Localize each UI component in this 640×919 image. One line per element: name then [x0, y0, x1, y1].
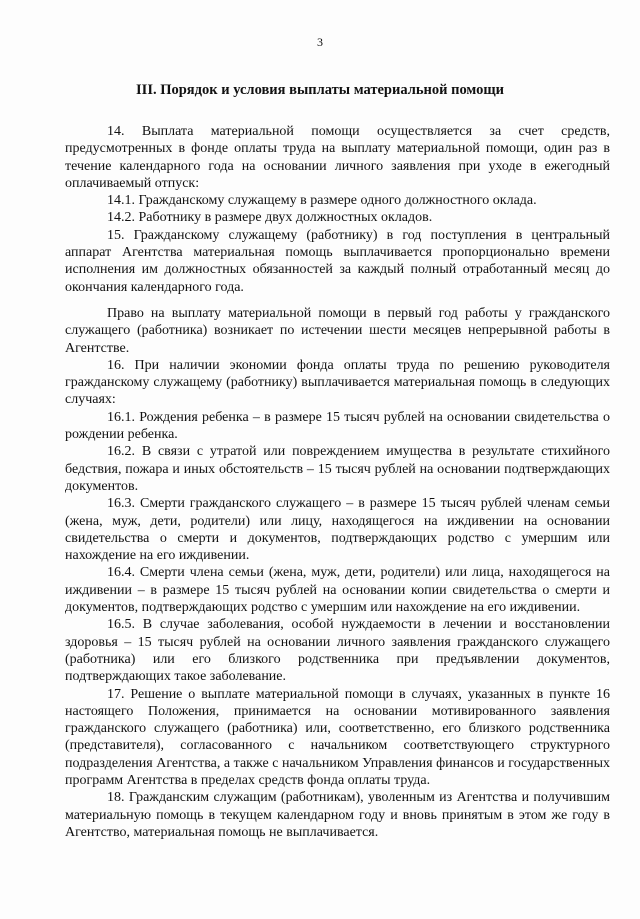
paragraph-14: 14. Выплата материальной помощи осуществляется за счет средств, предусмотренных в фонде оплаты труда на выплату материальной помощи, один раз в течение календарного года на основании личного заявления при уходе в ежегодный оплачиваемый отпуск: [65, 124, 610, 191]
paragraph-spacer [65, 296, 610, 305]
paragraph-16-4: 16.4. Смерти члена семьи (жена, муж, дети, родители) или лица, находящегося на иждивении – в размере 15 тысяч рублей на основании копии свидетельства о смерти и документов, подтверждающих родство с умершим или нахождение на его иждивении. [65, 565, 610, 616]
paragraph-16-2: 16.2. В связи с утратой или повреждением имущества в результате стихийного бедствия, пожара и иных обстоятельств – 15 тысяч рублей на основании подтверждающих документов. [65, 444, 610, 494]
page-number: 3 [317, 35, 323, 49]
paragraph-16-1: 16.1. Рождения ребенка – в размере 15 тысяч рублей на основании свидетельства о рождении ребенка. [65, 409, 610, 443]
document-body [65, 123, 610, 841]
paragraph-17: 17. Решение о выплате материальной помощи в случаях, указанных в пункте 16 настоящего Положения, принимается на основании мотивированного заявления гражданского служащего (работника) или, соответственно, его близкого родственника (представителя), согласованного с начальником соответствующего структурного подразделения Агентства, а также с начальником Управления финансов и государственных программ Агентства в пределах средств фонда оплаты труда. [65, 686, 610, 788]
paragraph-18: 18. Гражданским служащим (работникам), уволенным из Агентства и получившим материальную помощь в текущем календарном году и вновь принятым в этом же году в Агентство, материальная помощь не выплачивается. [65, 790, 610, 840]
paragraph-16-5: 16.5. В случае заболевания, особой нуждаемости в лечении и восстановлении здоровья – 15 тысяч рублей на основании личного заявления гражданского служащего (работника) или его близкого родственника при предъявлении документов, подтверждающих такое заболевание. [65, 617, 610, 685]
paragraph-14-2: 14.2. Работнику в размере двух должностных окладов. [107, 210, 433, 226]
paragraph-14-1: 14.1. Гражданскому служащему в размере одного должностного оклада. [107, 193, 537, 209]
paragraph-15-right: Право на выплату материальной помощи в первый год работы у гражданского служащего (работника) возникает по истечении шести месяцев непрерывной работы в Агентстве. [65, 305, 610, 356]
section-heading: III. Порядок и условия выплаты материальной помощи [136, 82, 504, 98]
paragraph-16: 16. При наличии экономии фонда оплаты труда по решению руководителя гражданскому служащему (работнику) выплачивается материальная помощь в следующих случаях: [65, 357, 610, 408]
paragraph-16-3: 16.3. Смерти гражданского служащего – в размере 15 тысяч рублей членам семьи (жена, муж, дети, родители) или лицу, находящегося на иждивении на основании свидетельства о смерти и документов, подтверждающих родство с умершим или нахождение на его иждивении. [65, 496, 610, 564]
paragraph-15: 15. Гражданскому служащему (работнику) в год поступления в центральный аппарат Агентства материальная помощь выплачивается пропорционально времени исполнения им должностных обязанностей за каждый полный отработанный месяц до окончания календарного года. [65, 227, 610, 295]
